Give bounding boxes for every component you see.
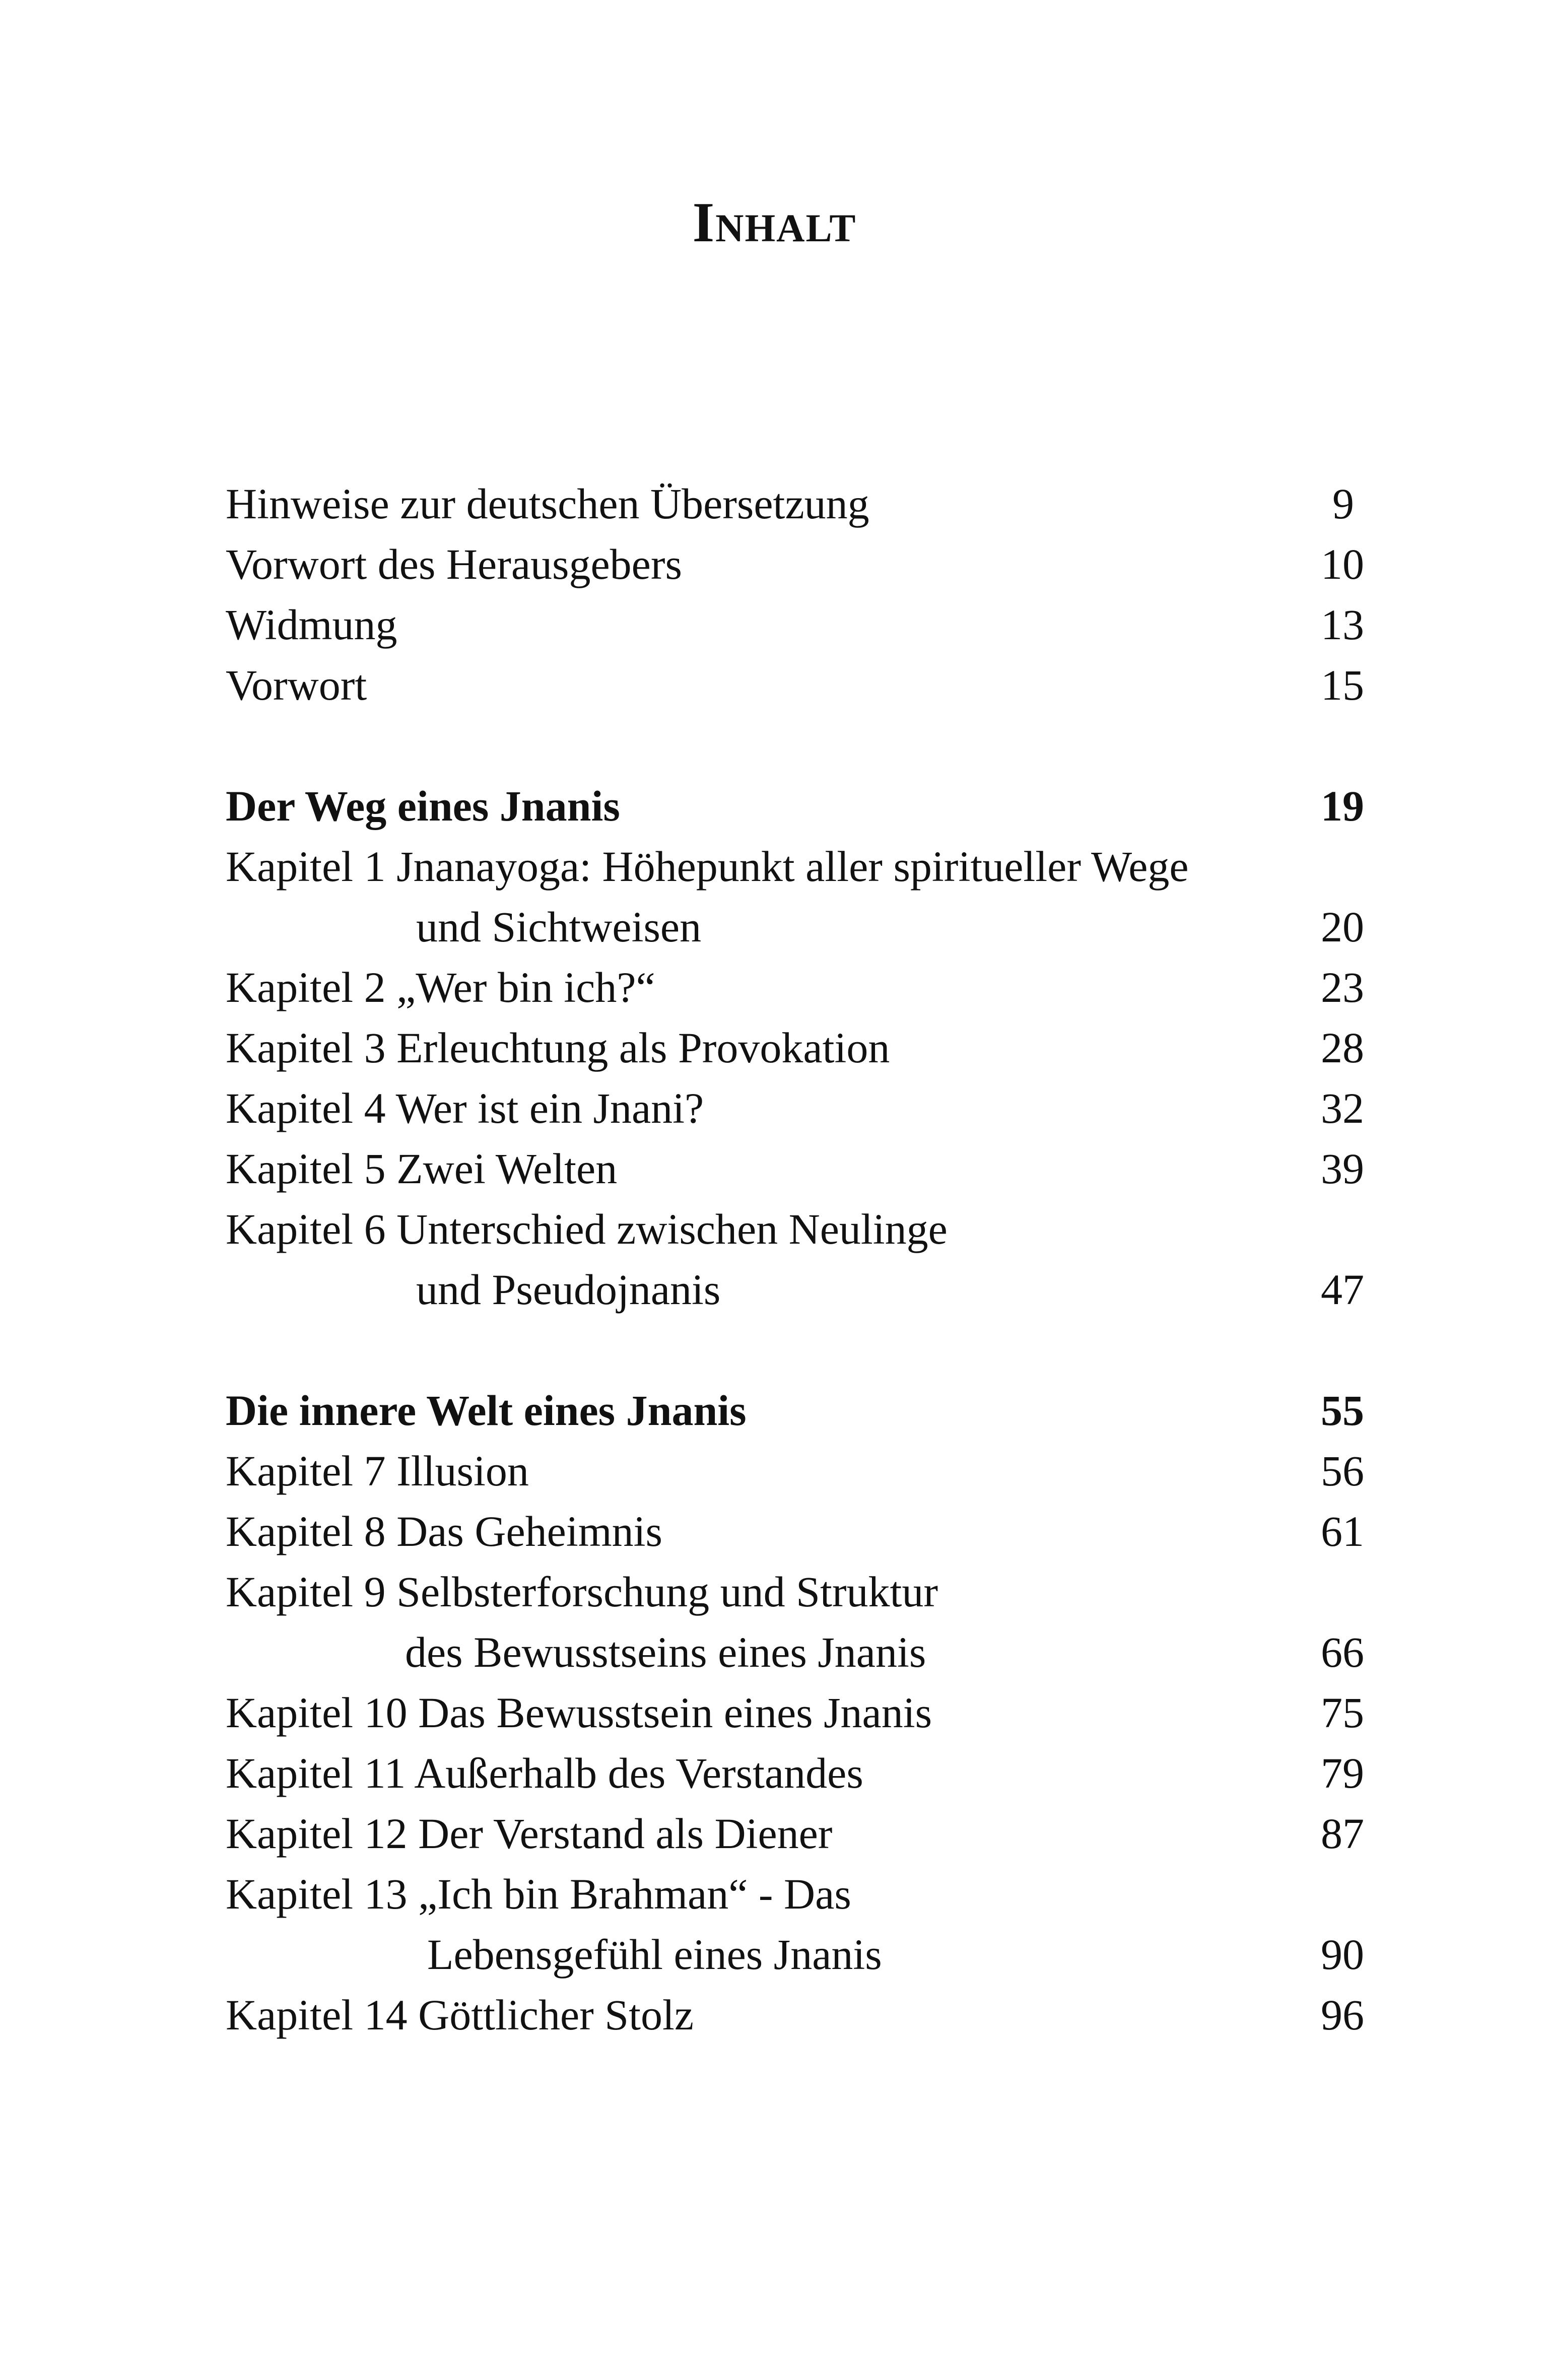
toc-entry-page: 15 xyxy=(1321,661,1364,709)
toc-entry-title: Kapitel 1 Jnanayoga: Höhepunkt aller spiritueller Wege xyxy=(226,842,1189,891)
toc-entry-title-continued: und Sichtweisen xyxy=(416,903,702,951)
toc-entry-page: 96 xyxy=(1321,1991,1364,2039)
toc-entry-kapitel-14 xyxy=(226,1985,1364,2045)
toc-entry-title-continued: des Bewusstseins eines Jnanis xyxy=(405,1628,926,1676)
toc-entry-page: 32 xyxy=(1321,1084,1364,1132)
toc-entry-kapitel-9 xyxy=(226,1561,1364,1622)
toc-part-page: 55 xyxy=(1321,1386,1364,1435)
toc-entry-kapitel-1-continued xyxy=(226,897,1364,957)
toc-entry-title-continued: Lebensgefühl eines Jnanis xyxy=(427,1930,882,1979)
toc-entry-kapitel-10 xyxy=(226,1682,1364,1743)
toc-entry-kapitel-11 xyxy=(226,1743,1364,1803)
toc-entry-title: Kapitel 8 Das Geheimnis xyxy=(226,1507,662,1555)
toc-entry-page: 9 xyxy=(1332,480,1354,528)
toc-entry-kapitel-9-continued xyxy=(226,1622,1364,1682)
toc-entry-kapitel-6-continued xyxy=(226,1259,1364,1320)
toc-entry-page: 79 xyxy=(1321,1749,1364,1797)
toc-entry-title: Kapitel 10 Das Bewusstsein eines Jnanis xyxy=(226,1688,932,1737)
toc-entry-page: 75 xyxy=(1321,1688,1364,1737)
toc-entry-title: Kapitel 9 Selbsterforschung und Struktur xyxy=(226,1568,938,1616)
toc-entry-widmung xyxy=(226,594,1364,655)
toc-part-title: Der Weg eines Jnanis xyxy=(226,782,620,830)
toc-entry-title: Kapitel 6 Unterschied zwischen Neulinge xyxy=(226,1205,948,1253)
toc-entry-title: Vorwort xyxy=(226,661,367,709)
toc-entry-title: Widmung xyxy=(226,600,397,649)
toc-entry-page: 90 xyxy=(1321,1930,1364,1979)
toc-entry-kapitel-2 xyxy=(226,957,1364,1017)
toc-entry-title: Kapitel 7 Illusion xyxy=(226,1447,529,1495)
toc-entry-page: 61 xyxy=(1321,1507,1364,1555)
toc-entry-kapitel-13-continued xyxy=(226,1924,1364,1985)
toc-entry-kapitel-3 xyxy=(226,1017,1364,1078)
toc-entry-kapitel-7 xyxy=(226,1441,1364,1501)
toc-entry-kapitel-8 xyxy=(226,1501,1364,1561)
toc-entry-kapitel-13 xyxy=(226,1864,1364,1924)
toc-entry-title: Hinweise zur deutschen Übersetzung xyxy=(226,480,869,528)
toc-entry-vorwort-herausgeber xyxy=(226,534,1364,594)
toc-entry-page: 13 xyxy=(1321,600,1364,649)
toc-part-heading xyxy=(226,1380,1364,1441)
toc-part-heading xyxy=(226,776,1364,836)
toc-entry-page: 56 xyxy=(1321,1447,1364,1495)
toc-entry-hinweise xyxy=(226,473,1364,534)
toc-part-page: 19 xyxy=(1321,782,1364,830)
toc-entry-title: Kapitel 13 „Ich bin Brahman“ - Das xyxy=(226,1870,851,1918)
toc-entry-title: Kapitel 14 Göttlicher Stolz xyxy=(226,1991,694,2039)
toc-entry-kapitel-5 xyxy=(226,1138,1364,1199)
table-of-contents xyxy=(226,473,1364,2045)
toc-entry-title: Kapitel 5 Zwei Welten xyxy=(226,1144,618,1193)
toc-entry-page: 87 xyxy=(1321,1809,1364,1858)
toc-entry-title: Kapitel 12 Der Verstand als Diener xyxy=(226,1809,833,1858)
toc-entry-page: 28 xyxy=(1321,1024,1364,1072)
toc-entry-page: 20 xyxy=(1321,903,1364,951)
toc-entry-page: 66 xyxy=(1321,1628,1364,1676)
toc-entry-kapitel-4 xyxy=(226,1078,1364,1138)
toc-entry-page: 23 xyxy=(1321,963,1364,1011)
toc-entry-kapitel-6 xyxy=(226,1199,1364,1259)
toc-entry-title: Kapitel 4 Wer ist ein Jnani? xyxy=(226,1084,704,1132)
toc-entry-title: Kapitel 11 Außerhalb des Verstandes xyxy=(226,1749,863,1797)
toc-entry-title: Kapitel 2 „Wer bin ich?“ xyxy=(226,963,655,1011)
toc-entry-page: 39 xyxy=(1321,1144,1364,1193)
toc-entry-title: Kapitel 3 Erleuchtung als Provokation xyxy=(226,1024,890,1072)
toc-entry-kapitel-1 xyxy=(226,836,1364,897)
page-title: Inhalt xyxy=(692,191,857,254)
toc-entry-vorwort xyxy=(226,655,1364,715)
toc-entry-title-continued: und Pseudojnanis xyxy=(416,1265,721,1314)
toc-entry-page: 10 xyxy=(1321,540,1364,588)
toc-entry-page: 47 xyxy=(1321,1265,1364,1314)
toc-entry-title: Vorwort des Herausgebers xyxy=(226,540,682,588)
toc-part-title: Die innere Welt eines Jnanis xyxy=(226,1386,747,1435)
toc-entry-kapitel-12 xyxy=(226,1803,1364,1864)
